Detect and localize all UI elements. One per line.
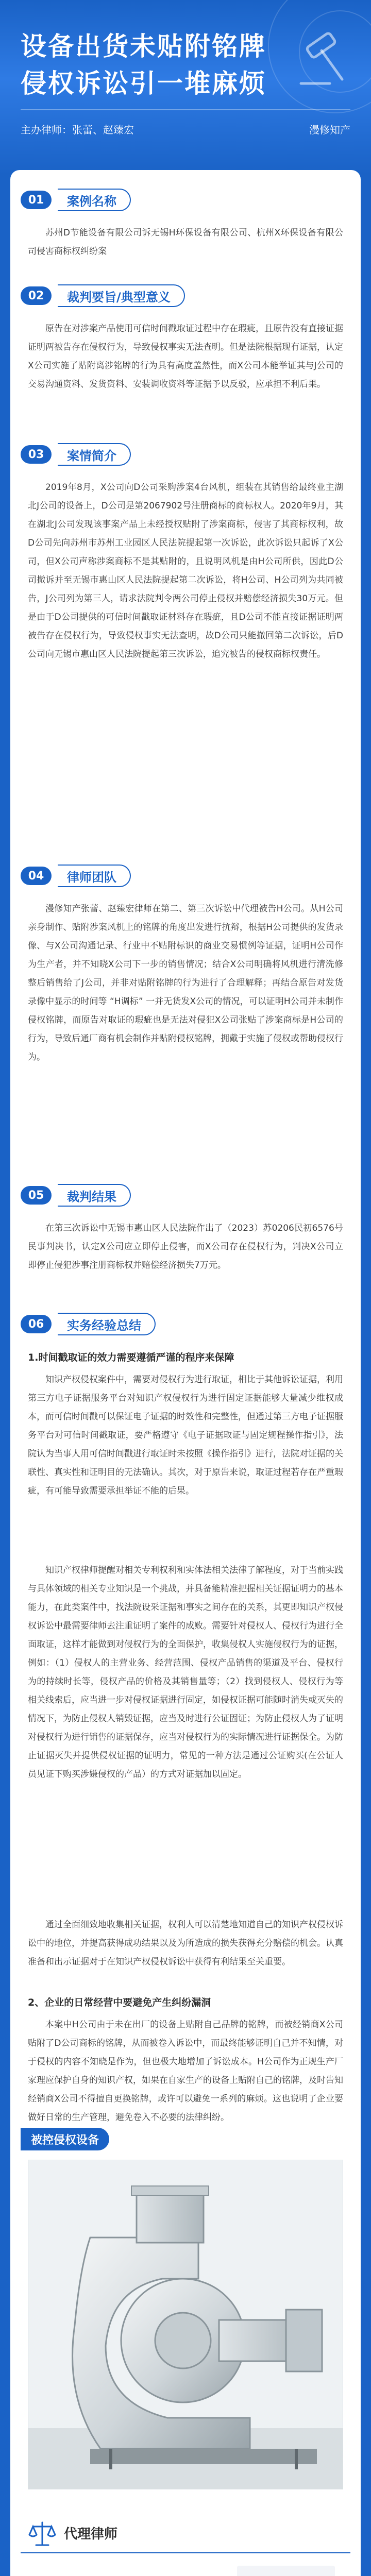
header-meta [21,122,350,152]
page-title-line-1: 设备出货未贴附铭牌 [21,31,266,61]
industrial-fan-image [28,2160,343,2489]
firm-name: 漫修知产 [309,124,350,136]
experience-paragraph-2: 知识产权律师提醒对相关专利权利和实体法相关法律了解程度，对于当前实践与具体领域的相关专业知识是一个挑战，并具备能精准把握相关证据证明力的基本能力，在此类案件中，找法院设采证据和事实之间存在的关系，其更即知识产权侵权诉讼中最需要律师去注重证明了案件的成败。需要针对侵权人、侵权行为进行全面取证，这样才能做到对侵权行为的全面保护，收集侵权人实施侵权行为的证据，例如：（1）侵权人的主营业务、经营范围、侵权产品销售的渠道及平台、侵权行为的持续时长等，侵权产品的价格及其销售量等；（2）找到侵权人、侵权行为等相关线索后，应当进一步对侵权证据进行固定，如侵权证据可能随时消失或灭失的情况下，为防止侵权人销毁证据，应当及时进行公证固证；为防止侵权人为了证明对侵权行为进行销售的证据保存，应当对侵权行为的实际情况进行证据保全。为防止证据灭失并提供侵权证据的证明力，常见的一种方法是通过公证购买(在公证人员见证下购买涉嫌侵权的产品）的方式对证据加以固定。 [28,1565,343,1780]
ruling-gist-text: 原告在对涉案产品使用可信时间戳取证过程中存在瑕疵，且原告没有直接证据证明两被告存在侵权行为，导致侵权事实无法查明。但是法院根据现有证据，认定X公司实施了贴附离涉铭牌的行为具有高度盖然性，而X公司本能举证其与J公司的交易沟通资料、发货资料、安装调收资料等证据予以反驳，应承担不利后果。 [28,324,343,389]
section-title: 裁判要旨/典型意义 [58,284,185,307]
header-divider [21,109,350,110]
page-header [0,0,371,175]
section-header-04 [21,860,131,891]
section-title: 裁判结果 [58,1184,131,1207]
experience-subhead-2: 2、企业的日常经营中要避免产生纠纷漏洞 [28,1997,211,2008]
section-header-05 [21,1180,131,1211]
page-title [21,28,266,102]
experience-paragraph-1: 知识产权侵权案件中，需要对侵权行为进行取证，相比于其他诉讼证据，利用第三方电子证据服务平台对知识产权侵权行为进行固定证据能够大量减少维权成本，而可信时间戳可以保证电子证据的时效性和完整性，但通过第三方电子证据服务平台对可信时间戳取证，要严格遵守《电子证据取证与固定规程操作指引》，法院认为当事人用可信时间戳进行取证时未按照《操作指引》进行，法院对证据的关联性、真实性和证明目的无法确认。其次，对于原告来说，取证过程若存在严重瑕疵，有可能导致需要承担举证不能的后果。 [28,1375,343,1496]
experience-paragraph-4: 本案中H公司由于未在出厂的设备上贴附自己品牌的铭牌，而被经销商X公司贴附了D公司商标的铭牌，从而被卷入诉讼中，而最终能够证明自己并不知情，对于侵权的内容不知晓是作为，但也极大地增加了诉讼成本。H公司作为正规生产厂家理应保护自身的知识产权，如果在自家生产的设备上贴附自己的铭牌，及时告知经销商X公司不得擅自更换铭牌，或许可以避免一系列的麻烦。这也说明了企业要做好日常的生产管理，避免卷入不必要的法律纠纷。 [28,2020,343,2123]
section-number: 03 [21,445,52,464]
photo-label: 被控侵权设备 [21,2128,109,2150]
lawyers-title: 代理律师 [64,2527,118,2542]
section-number: 01 [21,191,52,209]
lawyer-portrait-zhang [237,2566,335,2576]
scales-icon [28,2519,57,2548]
section-title: 律师团队 [58,865,131,887]
judgment-text: 在第三次诉讼中无锡市惠山区人民法院作出了（2023）苏0206民初6576号民事判决书，认定X公司应立即停止侵害，而X公司存在侵权行为，判决X公司立即停止侵犯涉事注册商标权并赔偿经济损失7万元。 [28,1223,343,1270]
section-number: 04 [21,867,52,885]
gavel-icon [293,30,355,92]
section-header-01 [21,184,131,215]
section-header-03 [21,439,131,470]
section-number: 06 [21,1315,52,1333]
case-name-text: 苏州D节能设备有限公司诉无锡H环保设备有限公司、杭州X环保设备有限公司侵害商标权纠纷案 [28,228,343,257]
section-title: 案情简介 [58,443,131,466]
lawyer-team-text: 漫修知产张蕾、赵臻宏律师在第二、第三次诉讼中代理被告H公司。从H公司亲身制作、贴附涉案风机上的铭牌的角度出发进行抗辩，根据H公司提供的发货录像、与X公司沟通记录、行业中不贴附标识的商业交易惯例等证据，证明H公司作为生产者，并不知晓X公司下一步的销售情况；结合X公司明确将风机进行清洗修整后销售给了J公司，并非对贴附铭牌的行为进行了合理解释；再结合原告对发货录像中显示的时间等 “H调标” 一并无货发X公司的情况，可以证明H公司并未制作侵权铭牌，而原告对取证的瑕疵也是无法对侵犯X公司张贴了涉案商标是H公司的行为，导致后通厂商有机会制作并贴附侵权铭牌，拥戴于实施了侵权或帮助侵权行为。 [28,904,343,1062]
experience-subhead-1: 1.时间戳取证的效力需要遵循严谨的程序来保障 [28,1352,234,1363]
case-summary-text: 2019年8月，X公司向D公司采购涉案4台风机，组装在其销售给最终业主湖北J公司的设备上，D公司是第2067902号注册商标的商标权人。2020年9月，其在湖北J公司发现该事案产品上未经授权贴附了涉案商标，侵害了其商标权利，故D公司先向苏州市苏州工业园区人民法院提起第一次诉讼，此次诉讼只起诉了X公司，但X公司声称涉案商标不是其贴附的，且说明风机是由H公司所供，因此D公司撤诉并至无锡市惠山区人民法院提起第二次诉讼，将H公司、H公司列为共同被告，J公司列为第三人，请求法院判令两公司停止侵权并赔偿经济损失30万元。但是由于D公司提供的可信时间戳取证材料存在瑕疵，且D公司不能直接证据证明两被告存在侵权行为，导致侵权事实无法查明，故D公司只能撤回第二次诉讼，后D公司向无锡市惠山区人民法院提起第三次诉讼，追究被告的侵权商标权责任。 [28,482,343,659]
lawyer-line: 主办律师：张蕾、赵臻宏 [21,124,134,136]
section-number: 05 [21,1186,52,1205]
lawyers-underline [21,2552,350,2553]
section-header-02 [21,280,185,311]
accused-equipment-photo [28,2160,343,2489]
section-title: 实务经验总结 [58,1313,156,1335]
lawyers-heading [21,2514,350,2555]
section-header-06 [21,1309,156,1340]
section-title: 案例名称 [58,189,131,211]
experience-paragraph-3: 通过全面细致地收集相关证据，权利人可以清楚地知道自己的知识产权侵权诉讼中的地位，并提高获得成功结果以及为所造成的损失获得充分赔偿的机会。认真准备和出示证据对于在知识产权侵权诉讼中获得有利结果至关重要。 [28,1920,343,1967]
content-card [10,170,361,2576]
portrait-image [237,2566,335,2576]
section-number: 02 [21,286,52,305]
page-title-line-2: 侵权诉讼引一堆麻烦 [21,69,266,98]
